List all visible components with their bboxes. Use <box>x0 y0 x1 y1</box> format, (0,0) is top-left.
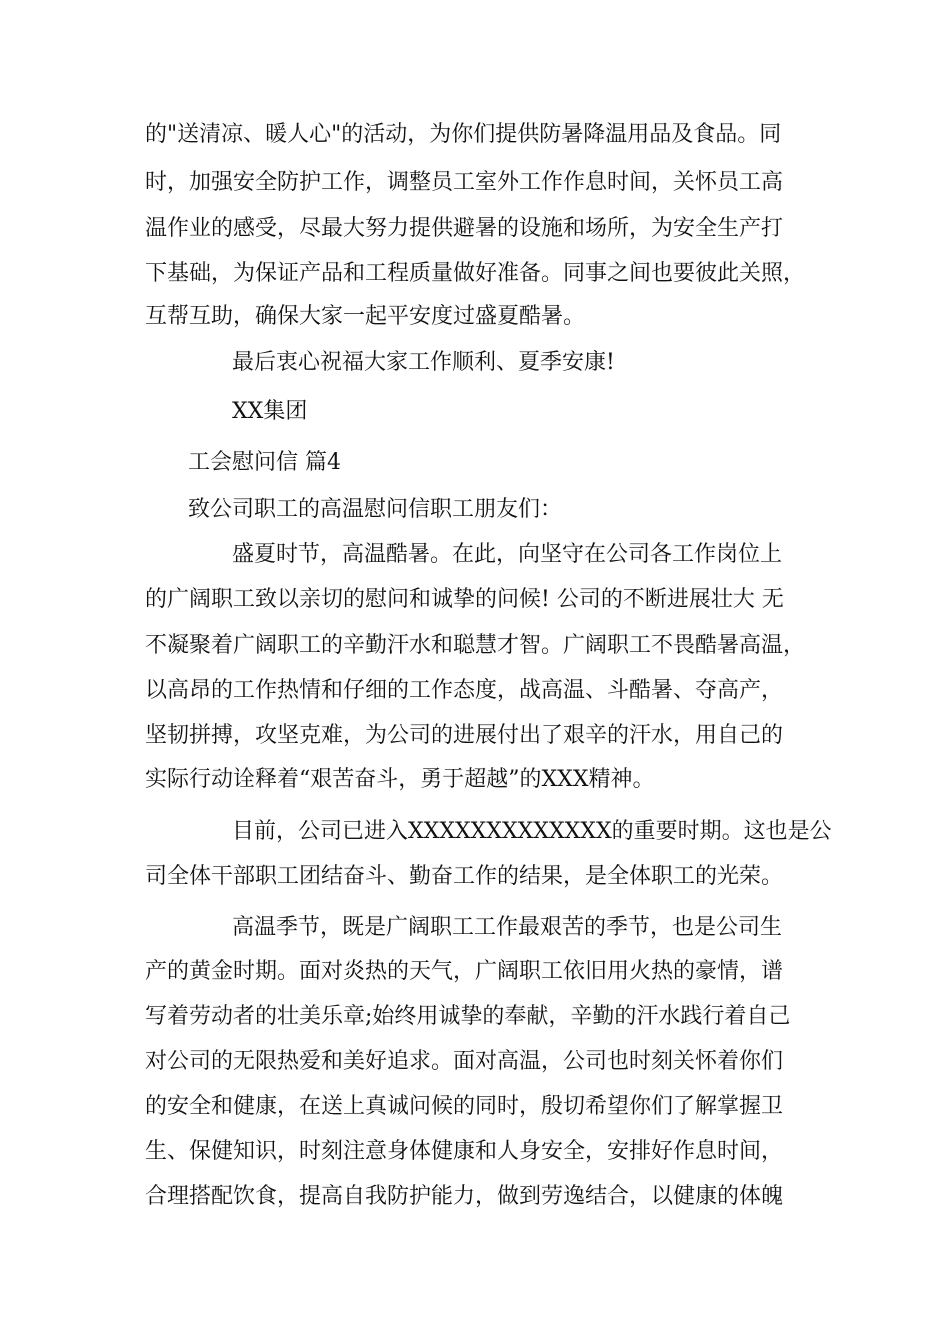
text-line: 不凝聚着广阔职工的辛勤汗水和聪慧才智。广阔职工不畏酷暑高温， <box>145 633 806 658</box>
salutation: 致公司职工的高温慰问信职工朋友们： <box>188 497 563 522</box>
text-line: 坚韧拼搏，攻坚克难，为公司的进展付出了艰辛的汗水，用自己的 <box>145 723 784 748</box>
text-line: 的安全和健康，在送上真诚问候的同时，殷切希望你们了解掌握卫 <box>145 1094 784 1119</box>
text-line: 温作业的感受，尽最大努力提供避暑的设施和场所，为安全生产打 <box>145 216 784 241</box>
text-line: 生、保健知识，时刻注意身体健康和人身安全，安排好作息时间， <box>145 1139 784 1164</box>
section-title: 工会慰问信 篇4 <box>188 450 341 475</box>
text-line: 的"送清凉、暖人心"的活动，为你们提供防暑降温用品及食品。同 <box>145 122 782 147</box>
text-line: 对公司的无限热爱和美好追求。面对高温，公司也时刻关怀着你们 <box>145 1049 784 1074</box>
text-line: 目前，公司已进入XXXXXXXXXXXXX的重要时期。这也是公 <box>232 819 832 844</box>
text-line: 以高昂的工作热情和仔细的工作态度，战高温、斗酷暑、夺高产， <box>145 678 784 703</box>
text-line: 下基础，为保证产品和工程质量做好准备。同事之间也要彼此关照， <box>145 261 806 286</box>
text-line: 时，加强安全防护工作，调整员工室外工作作息时间，关怀员工高 <box>145 170 784 195</box>
signature: XX集团 <box>232 399 308 424</box>
closing-wish: 最后衷心祝福大家工作顺利、夏季安康! <box>232 350 615 375</box>
text-line: 司全体干部职工团结奋斗、勤奋工作的结果，是全体职工的光荣。 <box>145 864 784 889</box>
text-line: 产的黄金时期。面对炎热的天气，广阔职工依旧用火热的豪情，谱 <box>145 959 784 984</box>
text-line: 互帮互助，确保大家一起平安度过盛夏酷暑。 <box>145 304 586 329</box>
text-line: 高温季节，既是广阔职工工作最艰苦的季节，也是公司生 <box>232 915 783 940</box>
text-line: 合理搭配饮食，提高自我防护能力，做到劳逸结合，以健康的体魄 <box>145 1184 784 1209</box>
text-line: 的广阔职工致以亲切的慰问和诚挚的问候! 公司的不断进展壮大 无 <box>145 587 784 612</box>
text-line: 实际行动诠释着“艰苦奋斗，勇于超越”的XXX精神。 <box>145 767 655 792</box>
text-line: 写着劳动者的壮美乐章;始终用诚挚的奉献，辛勤的汗水践行着自己 <box>145 1004 791 1029</box>
text-line: 盛夏时节，高温酷暑。在此，向坚守在公司各工作岗位上 <box>232 542 783 567</box>
